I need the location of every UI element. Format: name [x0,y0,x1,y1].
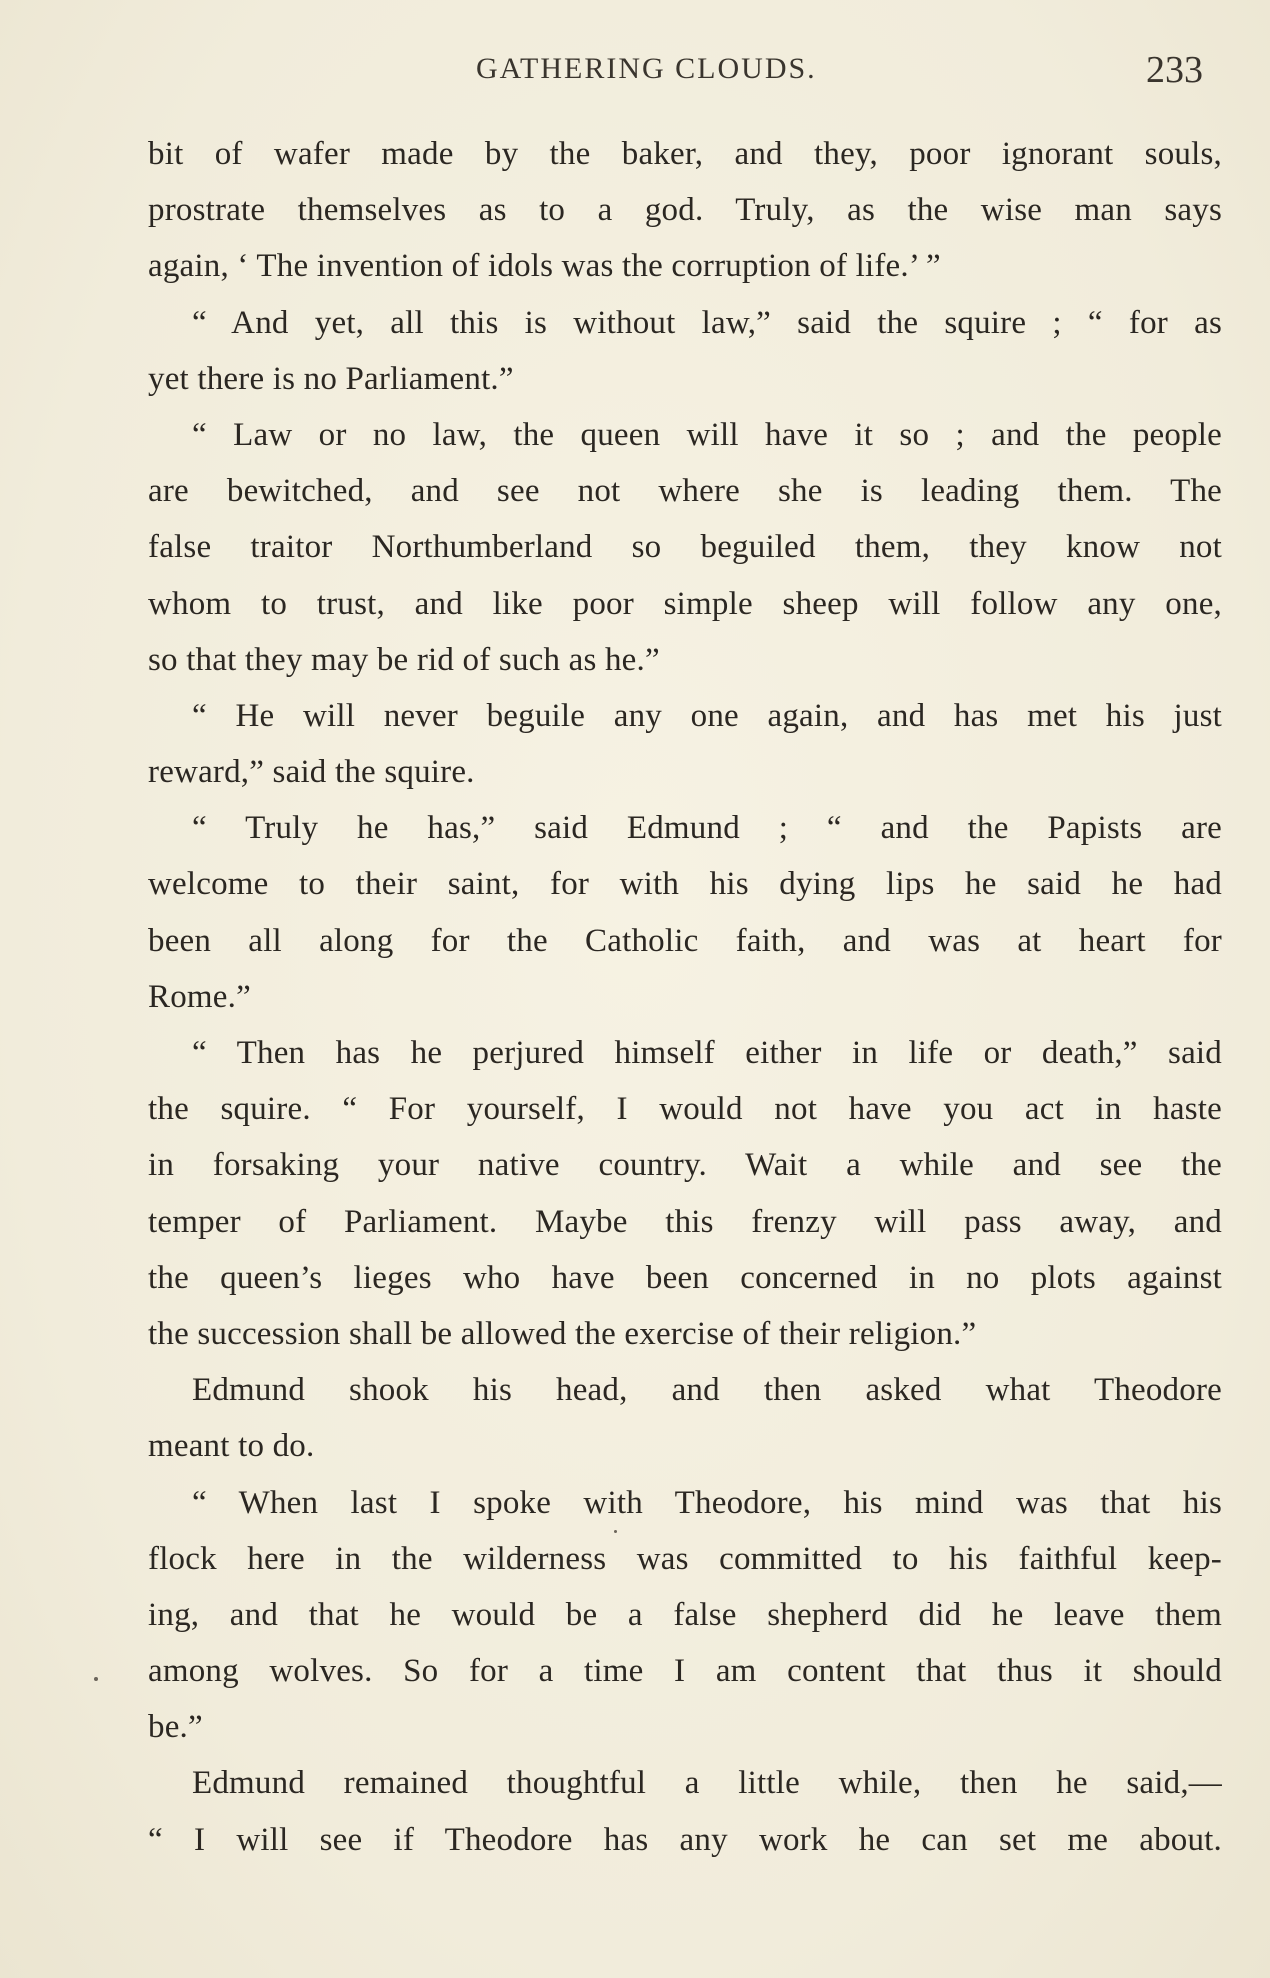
text-line: Edmund shook his head, and then asked what Theodore [192,1372,1222,1409]
running-head-title: GATHERING CLOUDS. [476,52,817,85]
text-line: flock here in the wilderness was committed to his faithful keep- [148,1540,1222,1577]
text-line: whom to trust, and like poor simple sheep will follow any one, [148,585,1222,622]
paper-speck [94,1677,98,1681]
text-line: “ Law or no law, the queen will have it so ; and the people [192,416,1222,453]
text-line: false traitor Northumberland so beguiled them, they know not [148,529,1222,566]
paper-speck [614,1530,617,1533]
text-line: reward,” said the squire. [148,754,475,791]
text-line: “ He will never beguile any one again, and has met his just [192,697,1222,734]
text-line: “ And yet, all this is without law,” said the squire ; “ for as [192,304,1222,341]
text-line: “ I will see if Theodore has any work he can set me about. [148,1821,1222,1858]
text-line: ing, and that he would be a false shepherd did he leave them [148,1596,1222,1633]
text-line: so that they may be rid of such as he.” [148,641,660,678]
text-line: Edmund remained thoughtful a little while, then he said,— [192,1765,1222,1802]
text-line: Rome.” [148,978,251,1015]
text-line: yet there is no Parliament.” [148,360,514,397]
text-line: among wolves. So for a time I am content that thus it should [148,1653,1222,1690]
text-line: the squire. “ For yourself, I would not have you act in haste [148,1091,1222,1128]
text-line: again, ‘ The invention of idols was the corruption of life.’ ” [148,248,941,285]
text-line: welcome to their saint, for with his dying lips he said he had [148,866,1222,903]
text-line: meant to do. [148,1428,315,1465]
text-line: be.” [148,1709,203,1746]
text-line: are bewitched, and see not where she is leading them. The [148,473,1222,510]
text-line: in forsaking your native country. Wait a while and see the [148,1147,1222,1184]
running-head [0,48,1270,98]
page-number: 233 [1146,49,1203,91]
text-line: been all along for the Catholic faith, and was at heart for [148,922,1222,959]
text-line: “ Truly he has,” said Edmund ; “ and the Papists are [192,810,1222,847]
body-text [148,126,1222,1868]
text-line: prostrate themselves as to a god. Truly, as the wise man says [148,192,1222,229]
text-line: “ Then has he perjured himself either in life or death,” said [192,1035,1222,1071]
text-line: the queen’s lieges who have been concerned in no plots against [148,1259,1222,1296]
text-line: bit of wafer made by the baker, and they, poor ignorant souls, [148,136,1222,172]
text-line: temper of Parliament. Maybe this frenzy will pass away, and [148,1203,1222,1240]
text-line: “ When last I spoke with Theodore, his mind was that his [192,1484,1222,1521]
text-line: the succession shall be allowed the exercise of their religion.” [148,1315,977,1352]
